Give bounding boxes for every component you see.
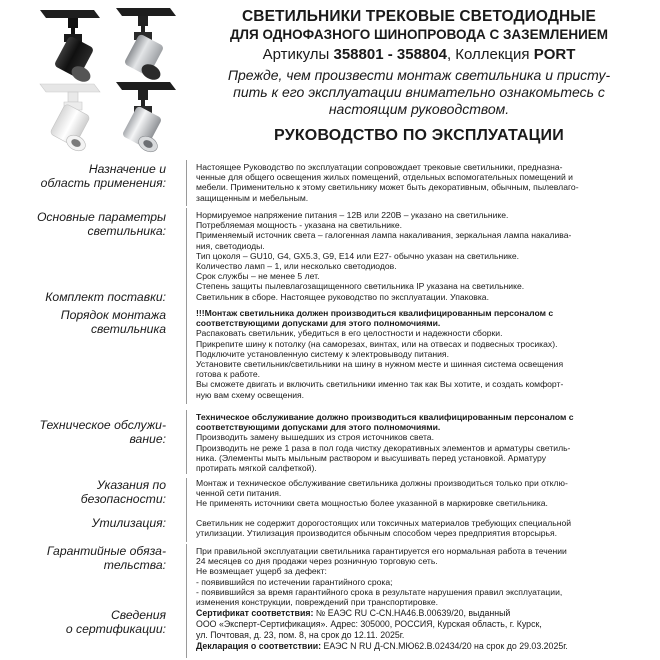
section-label [16, 608, 166, 636]
label-line: Утилизация: [91, 516, 166, 530]
label-line: о сертификации: [65, 622, 166, 636]
declaration-label: Декларация о соответствии: [196, 641, 322, 651]
label-line: Порядок монтажа [60, 308, 166, 322]
section-body [196, 412, 628, 473]
body-line: Светильник не содержит дорогостоящих или токсичных материалов требующих специальной [196, 518, 572, 528]
section-label [16, 290, 166, 304]
section-label [16, 308, 166, 336]
section-label [16, 516, 166, 530]
body-line: Настоящее Руководство по эксплуатации сопровождает трековые светильники, предназна- [196, 162, 563, 172]
section-divider [186, 544, 187, 606]
body-line: Количество ламп – 1, или несколько светодиодов. [196, 261, 397, 272]
section-divider [186, 606, 187, 658]
body-line: При правильной эксплуатации светильника гарантируется его нормальная работа в течении [196, 546, 567, 556]
warning-text [184, 67, 654, 118]
articles-prefix: Артикулы [262, 46, 330, 63]
body-line: Производить не реже 1 раза в пол года чистку декоративных элементов и арматуры светиль- [196, 442, 571, 453]
body-line: ника. (Элементы мыть мыльным раствором и высушивать перед установкой. Арматуру [196, 452, 547, 463]
body-line: ООО «Эксперт-Сертификация». Адрес: 305000, РОССИЯ, Курская область, г. Курск, [196, 619, 542, 629]
body-line: Установите светильник/светильники на шину в нужном месте и шинная система освещения [196, 359, 564, 370]
body-bold-line: !!!Монтаж светильника должен производиться квалифицированным персоналом с [196, 308, 554, 318]
body-bold-line: Техническое обслуживание должно производиться квалифицированным персоналом с [196, 412, 574, 422]
body-line: Подключите установленную систему к электровыводу питания. [196, 348, 449, 359]
body-line: ул. Почтовая, д. 23, пом. 8, на срок до 12.11. 2025г. [196, 630, 405, 640]
articles-line [184, 45, 654, 65]
section-divider [186, 290, 187, 306]
section-divider [186, 410, 187, 474]
body-line: 24 месяцев со дня продажи через розничную торговую сеть. [196, 556, 438, 567]
label-line: вание: [129, 432, 166, 446]
body-line: Светильник в сборе. Настоящее руководство по эксплуатации. Упаковка. [196, 292, 489, 302]
track-spotlight-black-icon [40, 10, 100, 85]
collection-prefix: , Коллекция [446, 46, 530, 63]
label-line: Комплект поставки: [45, 290, 166, 304]
body-line: Распаковать светильник, убедиться в его целостности и надежности сборки. [196, 328, 503, 339]
section-divider [186, 478, 187, 514]
body-line: изменения конструкции, повреждений при транспортировке. [196, 597, 438, 608]
section-installation [0, 306, 660, 404]
label-line: Назначение и [88, 162, 166, 176]
section-body [196, 608, 628, 652]
section-label [16, 210, 166, 238]
warning-line-2: пить к его эксплуатации внимательно ознакомьтесь с [233, 84, 605, 100]
track-spotlight-white-icon [40, 84, 100, 154]
section-warranty [0, 544, 660, 606]
section-label [16, 162, 166, 190]
title-line-2: ДЛЯ ОДНОФАЗНОГО ШИНОПРОВОДА С ЗАЗЕМЛЕНИЕМ [229, 27, 609, 42]
label-line: безопасности: [80, 492, 166, 506]
body-line: утилизации. Утилизация производится обычным способом через предприятия вторсырья. [196, 528, 558, 539]
section-divider [186, 160, 187, 206]
collection-value: PORT [533, 46, 576, 63]
product-illustration [10, 4, 180, 156]
section-maintenance [0, 410, 660, 474]
body-line: Прикрепите шину к потолку (на саморезах, винтах, или на отвесах и подвесных тросиках). [196, 338, 558, 349]
section-purpose [0, 160, 660, 206]
body-line: Монтаж и техническое обслуживание светильника должны производиться только при отклю- [196, 478, 568, 488]
section-safety [0, 478, 660, 514]
section-body [196, 518, 628, 538]
section-body [196, 292, 628, 302]
label-line: Гарантийные обяза- [46, 544, 166, 558]
track-spotlight-silver-icon [116, 8, 176, 83]
body-bold-line: соответствующими допусками для этого полномочиями. [196, 422, 441, 433]
document-header [184, 8, 654, 146]
body-line: протирать мягкой салфеткой). [196, 463, 317, 474]
certificate-value: № ЕАЭС RU С-CN.НА46.В.00639/20, выданный [313, 608, 511, 618]
label-line: тельства: [103, 558, 166, 572]
section-parameters [0, 208, 660, 292]
articles-value: 358801 - 358804 [333, 46, 447, 63]
section-disposal [0, 514, 660, 542]
section-body [196, 210, 628, 292]
warning-line-1: Прежде, чем произвести монтаж светильника и присту- [227, 67, 611, 83]
body-line: Срок службы – не менее 5 лет. [196, 271, 320, 282]
section-label [16, 544, 166, 572]
body-line: Тип цоколя – GU10, G4, GX5.3, G9, E14 или E27- обычно указан на светильнике. [196, 250, 520, 261]
body-line: Производить замену вышедших из строя источников света. [196, 432, 434, 443]
body-line: - появившийся за время гарантийного срока в результате нарушения правил эксплуатации, [196, 586, 563, 597]
label-line: Указания по [96, 478, 166, 492]
body-line: Применяемый источник света – галогенная лампа накаливания, зеркальная лампа накалива- [196, 230, 572, 241]
body-line: Вы сможете двигать и включить светильники именно так как Вы хотите, и создать комфорт- [196, 379, 564, 390]
body-bold-line: соответствующими допусками для этого полномочиями. [196, 318, 441, 329]
section-label [16, 478, 166, 506]
section-kit [0, 290, 660, 306]
body-line: - появившийся по истечении гарантийного срока; [196, 576, 393, 587]
body-line: ченные для общего освещения жилых помещений, отдельных вспомогательных помещений и [196, 172, 573, 183]
body-line: Степень защиты пылевлагозащищенного светильника IP указана на светильнике. [196, 281, 525, 292]
certificate-label: Сертификат соответствия: [196, 608, 314, 618]
body-line: Не применять источники света мощностью более указанной в маркировке светильника. [196, 498, 548, 509]
body-line: готова к работе. [196, 369, 261, 380]
track-spotlight-chrome-icon [116, 82, 176, 155]
label-line: область применения: [40, 176, 166, 190]
manual-title: РУКОВОДСТВО ПО ЭКСПЛУАТАЦИИ [274, 127, 564, 144]
body-line: защищенным и мебельным. [196, 192, 309, 203]
section-divider [186, 514, 187, 542]
label-line: светильника: [87, 224, 166, 238]
section-certification [0, 606, 660, 658]
section-body [196, 478, 628, 509]
body-line: мебели. Применительно к этому светильнику может быть декоративным, обычным, пылевлаго- [196, 182, 579, 193]
label-line: Техническое обслужи- [39, 418, 166, 432]
body-line: ную вам схему освещения. [196, 389, 305, 400]
section-divider [186, 208, 187, 292]
label-line: светильника [90, 322, 166, 336]
section-body [196, 162, 628, 203]
warning-line-3: настоящим руководством. [328, 101, 510, 117]
section-body [196, 308, 628, 400]
title-line-1: СВЕТИЛЬНИКИ ТРЕКОВЫЕ СВЕТОДИОДНЫЕ [241, 8, 596, 25]
body-line: Не возмещает ущерб за дефект: [196, 566, 327, 577]
body-line: Нормируемое напряжение питания – 12В или 220В – указано на светильнике. [196, 210, 509, 220]
body-line: ния, светодиоды. [196, 240, 265, 251]
section-divider [186, 306, 187, 404]
body-line: ченной сети питания. [196, 488, 282, 499]
body-line: Потребляемая мощность - указана на светильнике. [196, 220, 403, 231]
label-line: Основные параметры [36, 210, 166, 224]
label-line: Сведения [110, 608, 166, 622]
section-label [16, 418, 166, 446]
declaration-value: ЕАЭС N RU Д-CN.МЮ62.В.02434/20 на срок до 29.03.2025г. [321, 641, 568, 651]
section-body [196, 546, 628, 607]
